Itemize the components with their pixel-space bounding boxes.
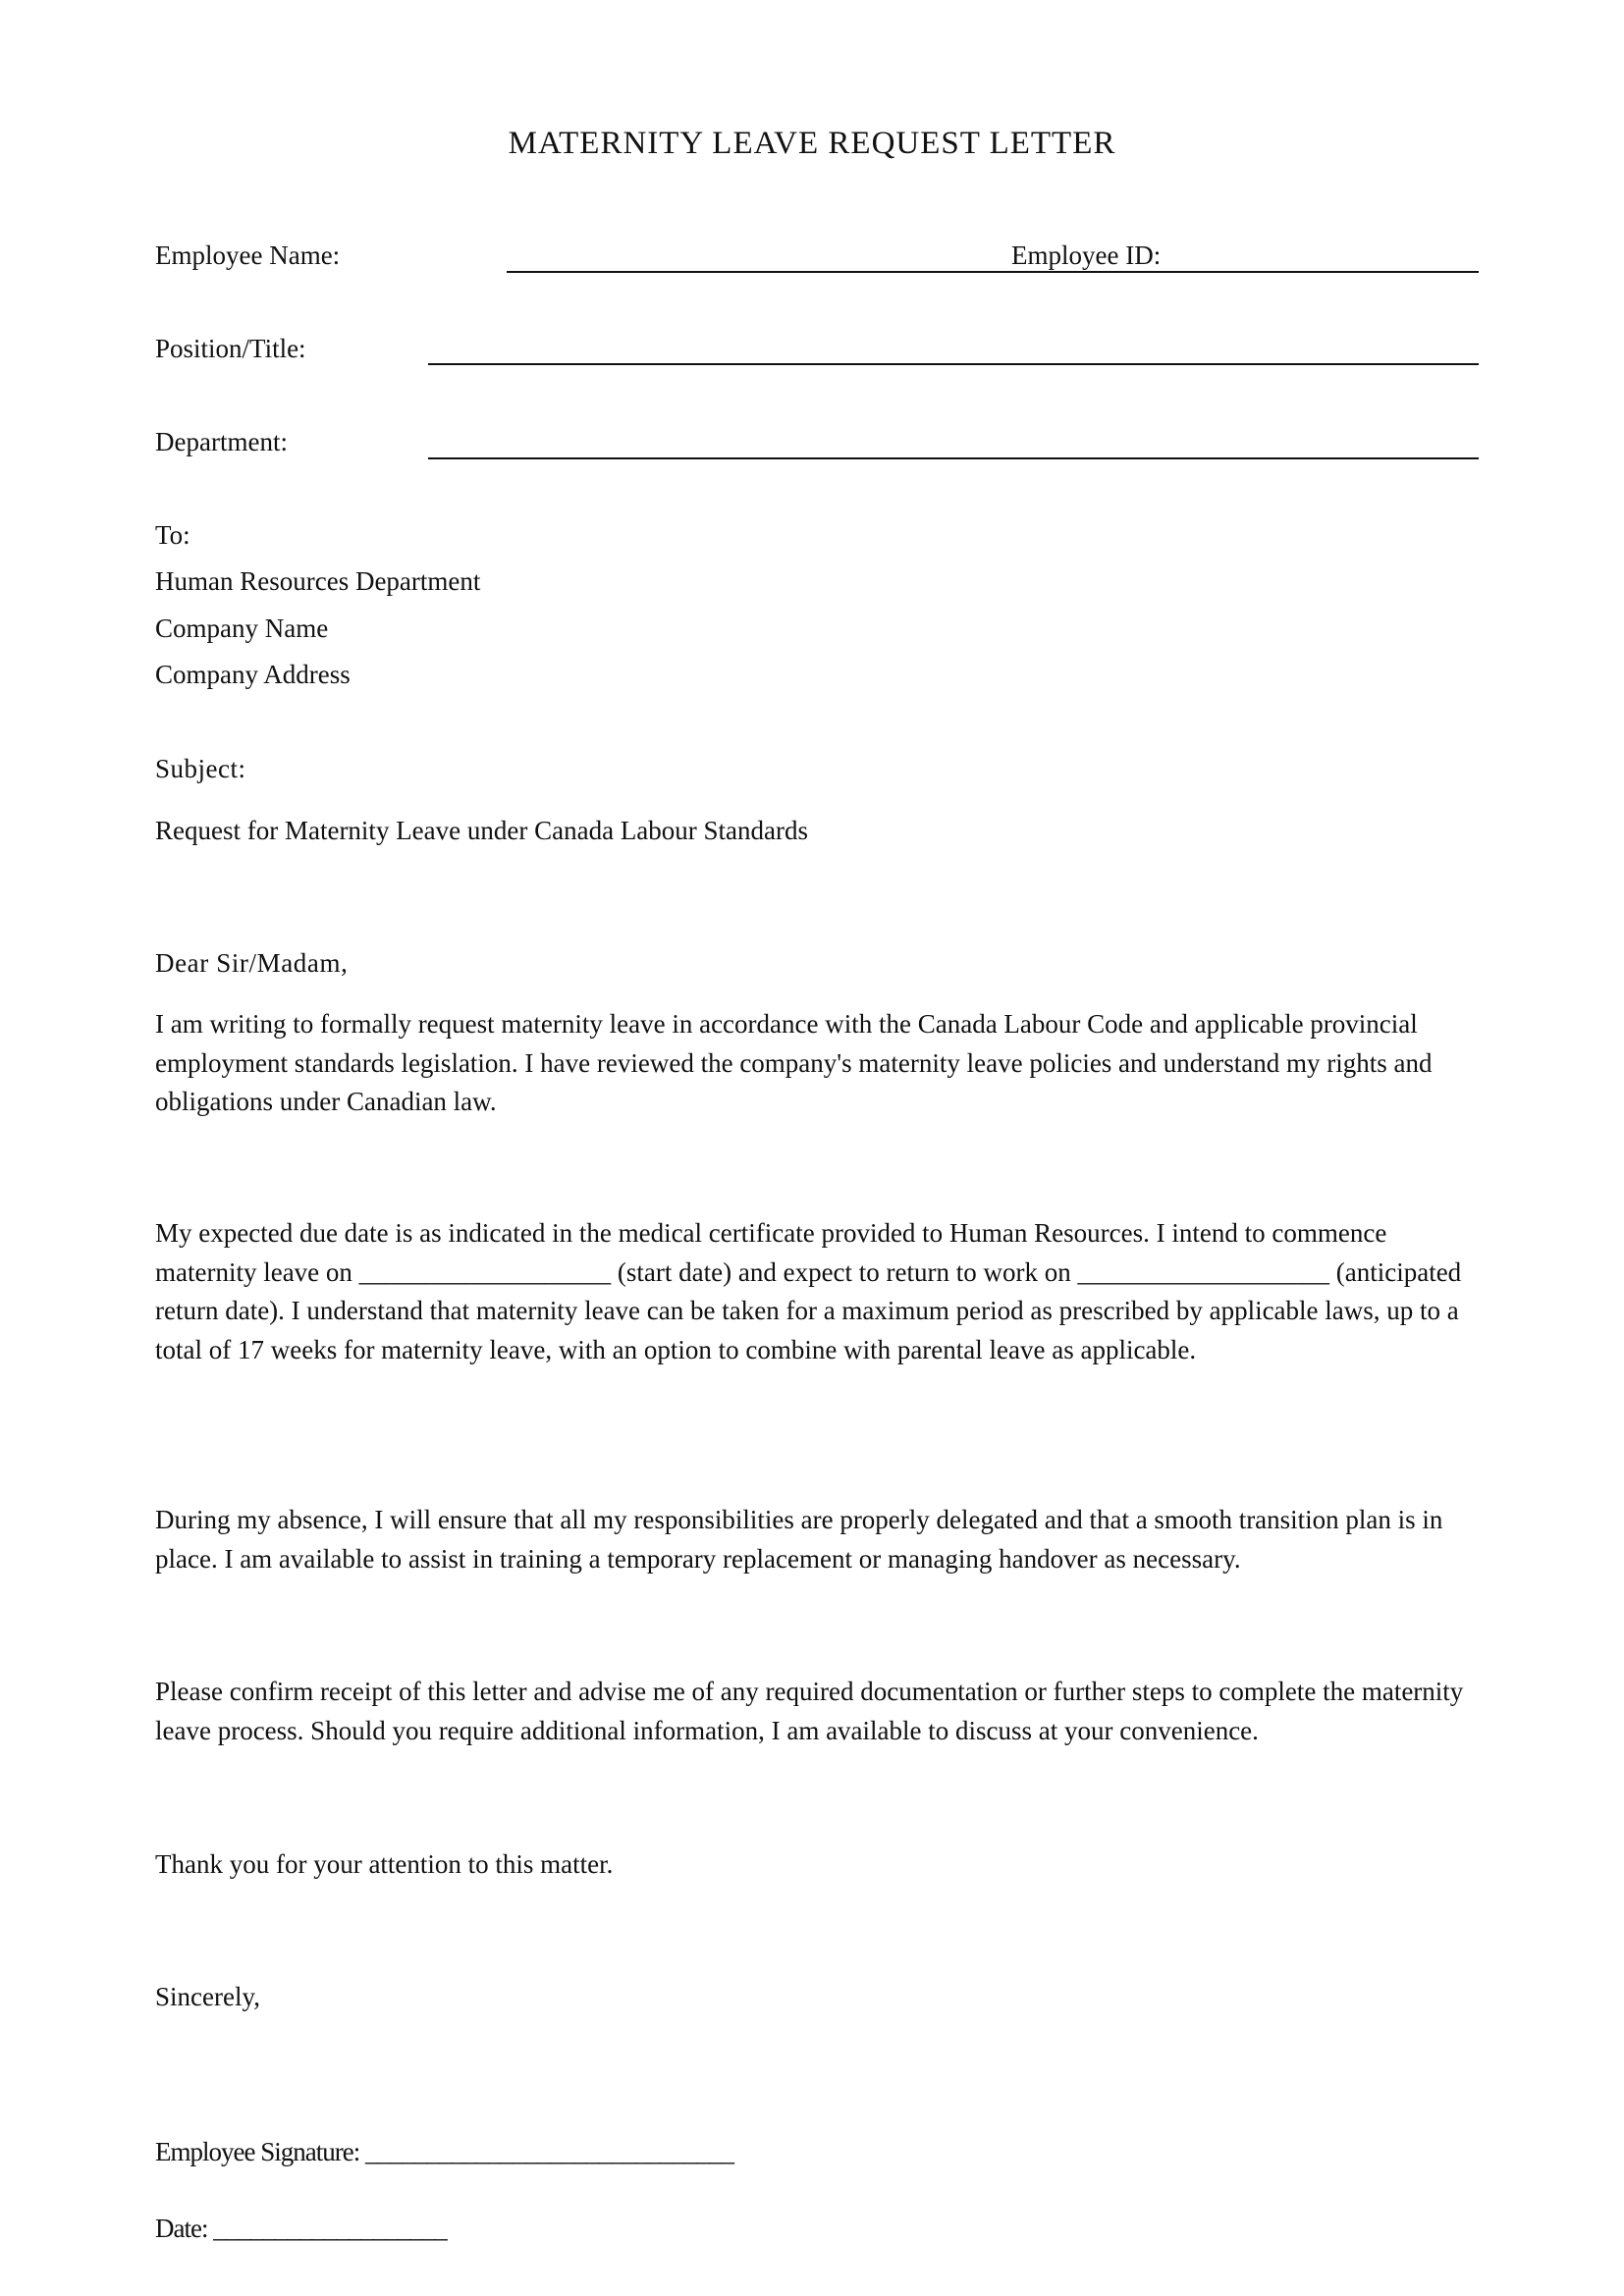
employee-id-label: Employee ID: [1011,240,1162,270]
paragraph-confirmation: Please confirm receipt of this letter and advise me of any required documentation or further steps to complete the maternity leave process. Should you require additional information, I am available to discuss at your convenience. [155,1677,1464,1745]
document-title: MATERNITY LEAVE REQUEST LETTER [508,126,1116,161]
employee-name-field-line[interactable] [507,271,1479,273]
position-field-line[interactable] [428,363,1479,365]
recipient-company-name: Company Name [155,614,329,643]
employee-signature-line[interactable]: Employee Signature: ______________________________ [155,2137,733,2166]
paragraph-handover: During my absence, I will ensure that all my responsibilities are properly delegated and that a smooth transition plan is in place. I am available to assist in training a temporary replacement or managing handover as necessary. [155,1505,1443,1574]
salutation: Dear Sir/Madam, [155,948,349,978]
department-label: Department: [155,427,288,456]
recipient-company-address: Company Address [155,660,351,689]
paragraph-intro: I am writing to formally request maternity leave in accordance with the Canada Labour Code and applicable provincial employment standards legislation. I have reviewed the company's maternity leave policies and understand my rights and obligations under Canadian law. [155,1009,1433,1116]
subject-label: Subject: [155,754,246,783]
sign-off: Sincerely, [155,1982,260,2011]
recipient-department: Human Resources Department [155,566,481,596]
department-field-line[interactable] [428,457,1479,459]
date-line[interactable]: Date: ___________________ [155,2214,447,2243]
position-label: Position/Title: [155,334,306,363]
employee-name-label: Employee Name: [155,240,341,270]
to-label: To: [155,520,190,550]
closing-thanks: Thank you for your attention to this matter. [155,1849,614,1879]
paragraph-dates: My expected due date is as indicated in the medical certificate provided to Human Resources. I intend to commence maternity leave on ___________________ (start date) and expect to return to work on ___________________ (anticipated return date). I understand that maternity leave can be taken for a maximum period as prescribed by applicable laws, up to a total of 17 weeks for maternity leave, with an option to combine with parental leave as applicable. [155,1218,1462,1364]
subject-text: Request for Maternity Leave under Canada Labour Standards [155,816,809,845]
